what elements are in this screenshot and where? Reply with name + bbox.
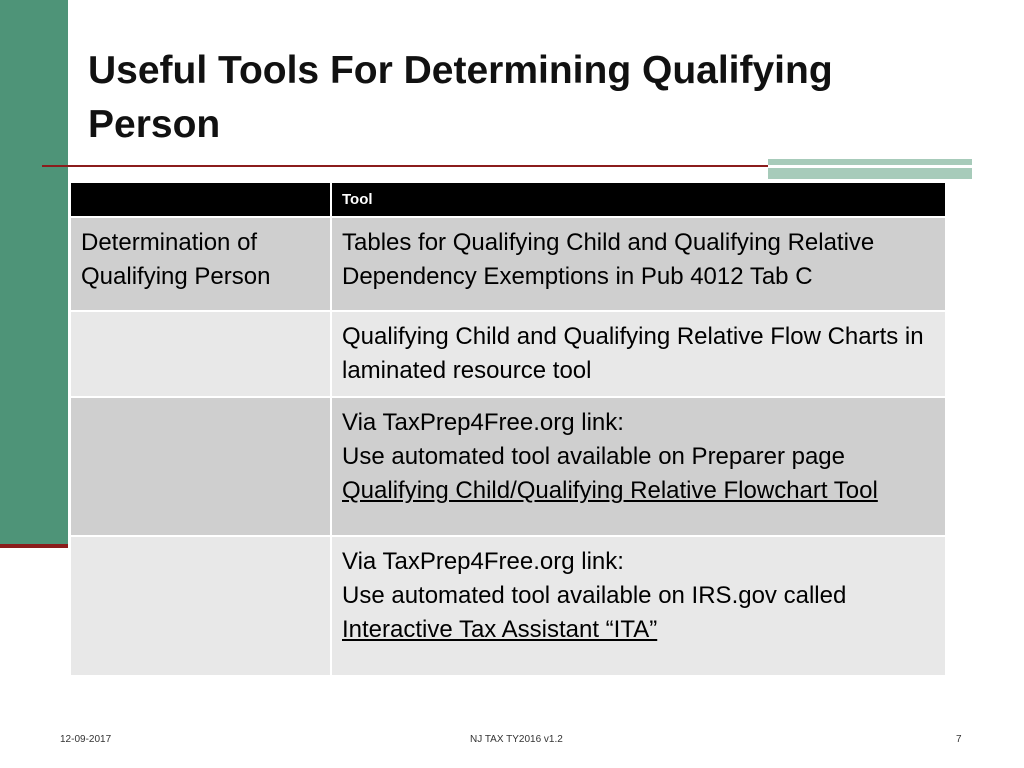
title-accent-bar — [768, 159, 972, 179]
row-category-cell — [71, 312, 330, 396]
table-row — [71, 535, 945, 675]
flowchart-tool-link[interactable]: Qualifying Child/Qualifying Relative Flowchart Tool — [342, 477, 878, 504]
header-cell-tool: Tool — [330, 183, 945, 216]
row-category-cell — [71, 398, 330, 535]
header-cell-empty — [71, 183, 330, 216]
page-number: 7 — [956, 734, 962, 745]
row-tool-cell — [330, 312, 945, 396]
table-row — [71, 310, 945, 396]
tool-text: Use automated tool available on IRS.gov called — [342, 582, 847, 609]
table-row — [71, 396, 945, 535]
row-tool-cell — [330, 398, 945, 535]
tools-table — [71, 183, 945, 675]
tool-text: Qualifying Child and Qualifying Relative Flow Charts in laminated resource tool — [342, 323, 924, 384]
table-row — [71, 216, 945, 310]
row-category-cell — [71, 537, 330, 675]
left-accent-bar — [0, 0, 68, 544]
row-category-cell: Determination of Qualifying Person — [81, 229, 271, 290]
tool-text: Tables for Qualifying Child and Qualifying Relative Dependency Exemptions in Pub 4012 Tab C — [342, 229, 875, 290]
tool-text: Use automated tool available on Preparer page — [342, 443, 845, 470]
tool-text: Via TaxPrep4Free.org link: — [342, 409, 624, 436]
footer-date: 12-09-2017 — [60, 734, 112, 745]
footer-version: NJ TAX TY2016 v1.2 — [470, 734, 563, 745]
slide-title: Useful Tools For Determining Qualifying Person — [88, 49, 833, 146]
tool-text: Via TaxPrep4Free.org link: — [342, 548, 624, 575]
ita-link[interactable]: Interactive Tax Assistant “ITA” — [342, 616, 658, 643]
table-header-row — [71, 183, 945, 216]
row-tool-cell — [330, 537, 945, 675]
left-accent-rule — [0, 544, 68, 548]
row-tool-cell — [330, 218, 945, 310]
